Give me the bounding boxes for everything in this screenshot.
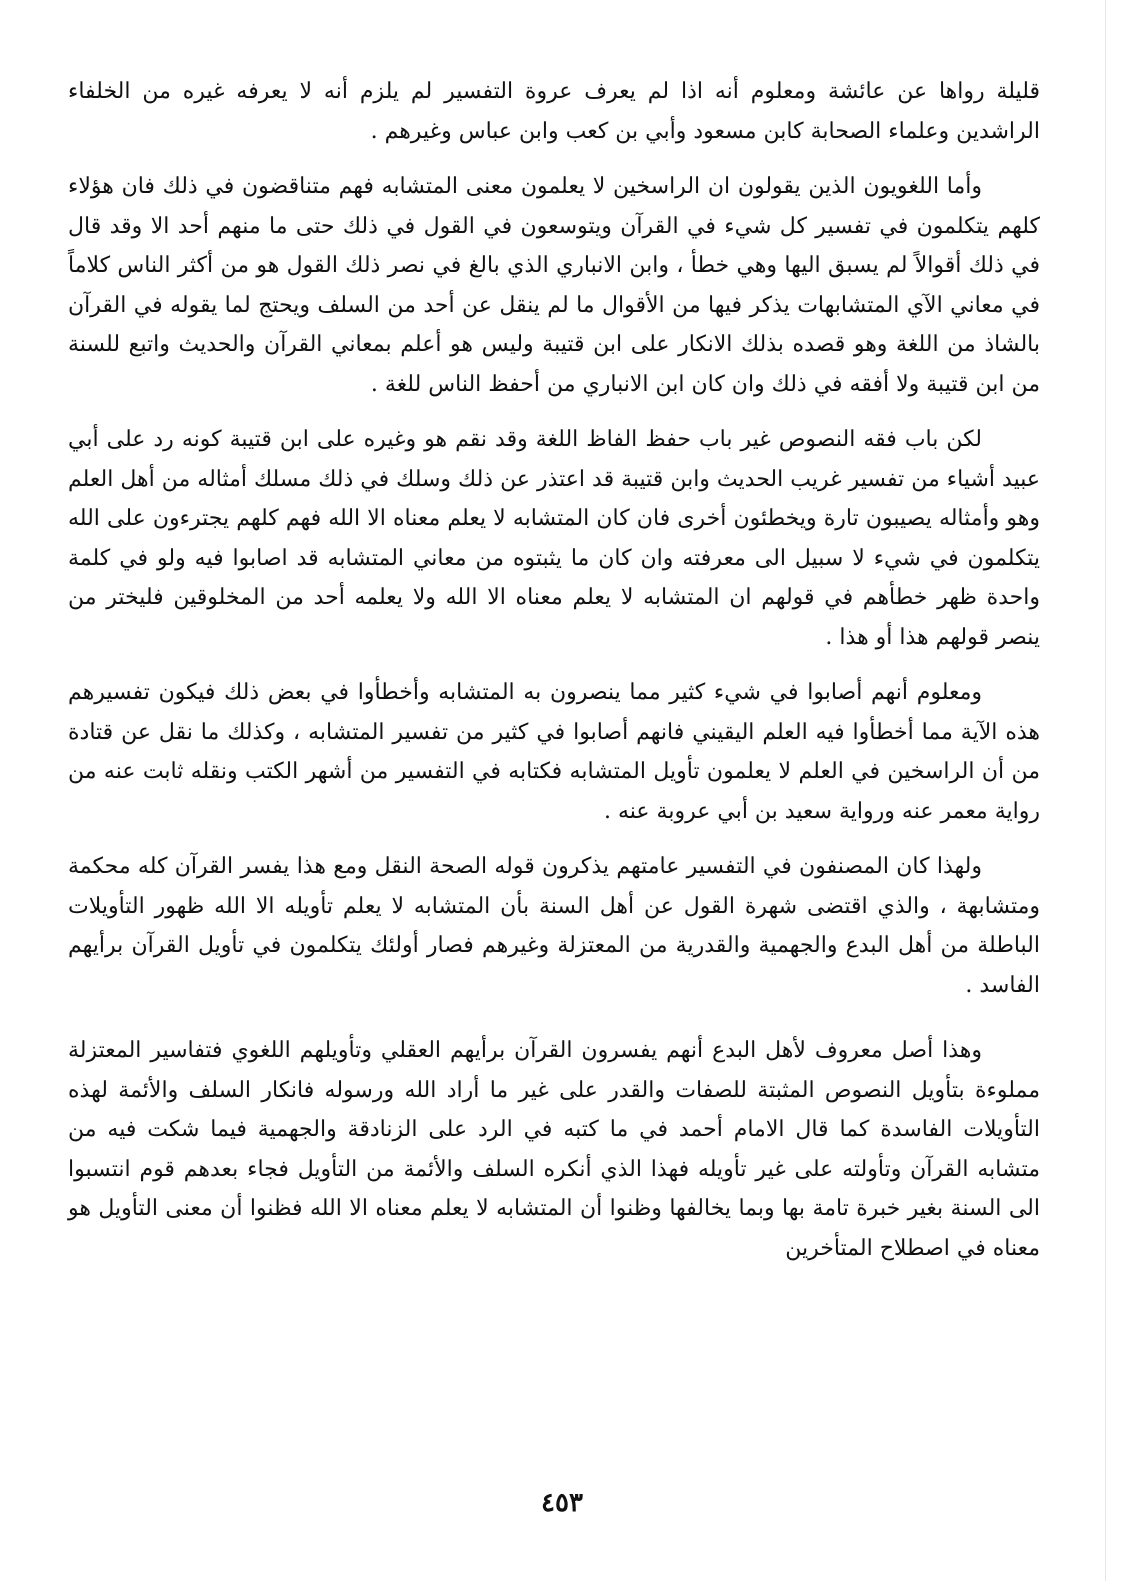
page-number: ٤٥٣ [541,1488,583,1518]
paragraph-3: لكن باب فقه النصوص غير باب حفظ الفاظ اللغة وقد نقم هو وغيره على ابن قتيبة كونه رد على أبي عبيد أشياء من تفسير غريب الحديث وابن قتيبة قد اعتذر عن ذلك وسلك في ذلك مسلك أمثاله من أهل العلم وهو وأمثاله يصيبون تارة ويخطئون أخرى فان كان المتشابه لا يعلم معناه الا الله فهم كلهم يجترءون على الله يتكلمون في شيء لا سبيل الى معرفته وان كان ما يثبتوه من معاني المتشابه قد اصابوا فيه ولو في كلمة واحدة ظهر خطأهم في قولهم ان المتشابه لا يعلم معناه الا الله ولا يعلمه أحد من المخلوقين فليختر من ينصر قولهم هذا أو هذا . [68,427,1040,650]
document-page [68,72,1040,1472]
paragraph-2: وأما اللغويون الذين يقولون ان الراسخين لا يعلمون معنى المتشابه فهم متناقضون في ذلك فان هؤلاء كلهم يتكلمون في تفسير كل شيء في القرآن ويتوسعون في القول في ذلك حتى ما منهم أحد الا وقد قال في ذلك أقوالاً لم يسبق اليها وهي خطأ ، وابن الانباري الذي بالغ في نصر ذلك القول هو من أكثر الناس كلاماً في معاني الآي المتشابهات يذكر فيها من الأقوال ما لم ينقل عن أحد من السلف ويحتج لما يقوله في القرآن بالشاذ من اللغة وهو قصده بذلك الانكار على ابن قتيبة وليس هو أعلم بمعاني القرآن والحديث واتبع للسنة من ابن قتيبة ولا أفقه في ذلك وان كان ابن الانباري من أحفظ الناس للغة . [68,174,1040,397]
page-edge-line [1105,0,1106,1581]
paragraph-1: قليلة رواها عن عائشة ومعلوم أنه اذا لم يعرف عروة التفسير لم يلزم أنه لا يعرفه غيره من الخلفاء الراشدين وعلماء الصحابة كابن مسعود وأبي بن كعب وابن عباس وغيرهم . [68,79,1040,144]
paragraph-5: ولهذا كان المصنفون في التفسير عامتهم يذكرون قوله الصحة النقل ومع هذا يفسر القرآن كله محكمة ومتشابهة ، والذي اقتضى شهرة القول عن أهل السنة بأن المتشابه لا يعلم تأويله الا الله ظهور التأويلات الباطلة من أهل البدع والجهمية والقدرية من المعتزلة وغيرهم فصار أولئك يتكلمون في تأويل القرآن برأيهم الفاسد . [68,854,1040,998]
paragraph-4: ومعلوم أنهم أصابوا في شيء كثير مما ينصرون به المتشابه وأخطأوا في بعض ذلك فيكون تفسيرهم هذه الآية مما أخطأوا فيه العلم اليقيني فانهم أصابوا في كثير من تفسير المتشابه ، وكذلك ما نقل عن قتادة من أن الراسخين في العلم لا يعلمون تأويل المتشابه فكتابه في التفسير من أشهر الكتب ونقله ثابت عنه من رواية معمر عنه ورواية سعيد بن أبي عروبة عنه . [68,680,1040,824]
paragraph-6: وهذا أصل معروف لأهل البدع أنهم يفسرون القرآن برأيهم العقلي وتأويلهم اللغوي فتفاسير المعتزلة مملوءة بتأويل النصوص المثبتة للصفات والقدر على غير ما أراد الله ورسوله فانكار السلف والأئمة لهذه التأويلات الفاسدة كما قال الامام أحمد في ما كتبه في الرد على الزنادقة والجهمية فيما شكت فيه من متشابه القرآن وتأولته على غير تأويله فهذا الذي أنكره السلف والأئمة من التأويل فجاء بعدهم قوم انتسبوا الى السنة بغير خبرة تامة بها وبما يخالفها وظنوا أن المتشابه لا يعلم معناه الا الله فظنوا أن معنى التأويل هو معناه في اصطلاح المتأخرين [68,1038,1040,1261]
